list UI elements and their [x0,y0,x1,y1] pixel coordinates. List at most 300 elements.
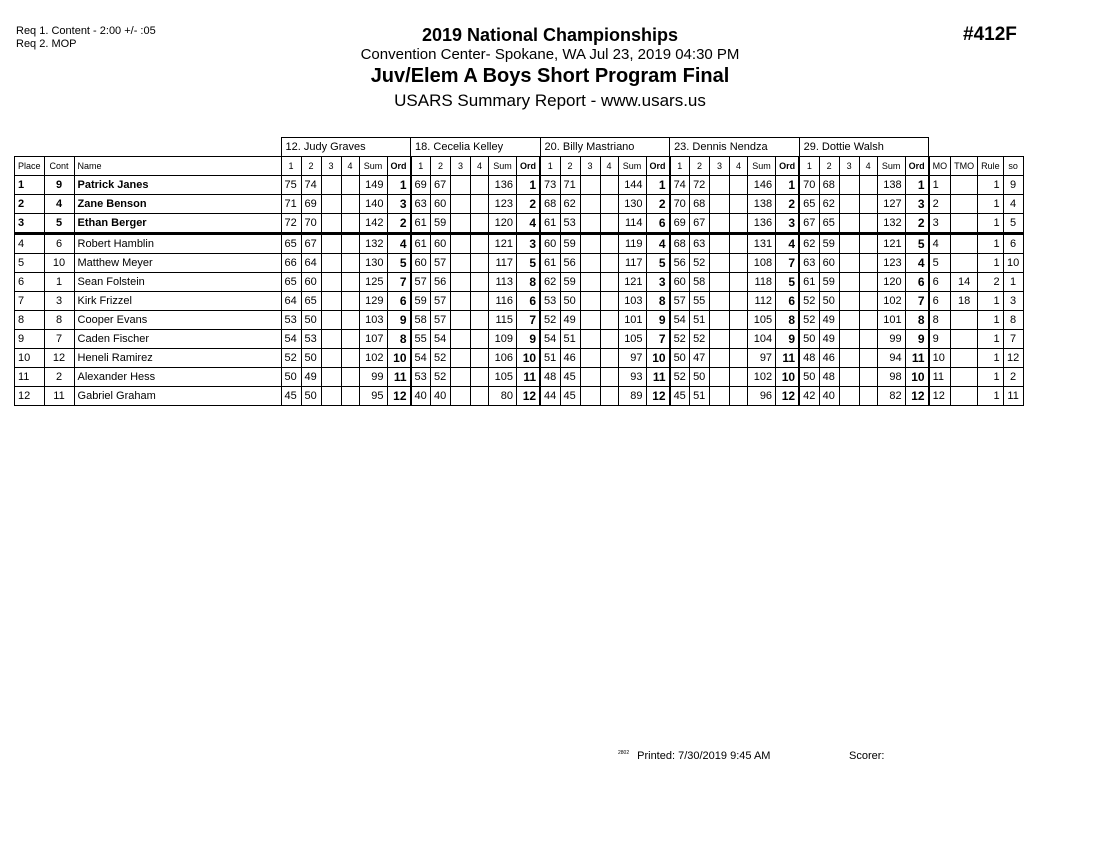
so-cell: 5 [1003,214,1023,234]
table-row [15,330,1024,349]
ordinal-cell: 11 [387,368,411,387]
score-header: 2 [431,157,451,176]
ordinal-cell: 12 [387,387,411,406]
score-1-cell: 52 [540,311,560,330]
tmo-header: TMO [951,157,978,176]
sum-cell: 97 [618,349,646,368]
ordinal-cell: 5 [905,234,929,254]
score-1-cell: 50 [799,330,819,349]
score-3-cell [451,330,471,349]
sum-cell: 127 [877,195,905,214]
tmo-cell: 18 [951,292,978,311]
score-4-cell [471,195,489,214]
score-4-cell [341,292,359,311]
so-header: so [1003,157,1023,176]
cont-header: Cont [44,157,74,176]
place-cell: 6 [15,273,45,292]
sum-cell: 149 [359,176,387,195]
score-4-cell [600,176,618,195]
score-2-cell: 49 [301,368,321,387]
score-2-cell: 50 [560,292,580,311]
ordinal-cell: 5 [517,254,541,273]
score-4-cell [730,195,748,214]
score-2-cell: 50 [690,368,710,387]
score-1-cell: 61 [411,234,431,254]
rule-cell: 1 [978,214,1004,234]
so-cell: 4 [1003,195,1023,214]
score-3-cell [321,330,341,349]
score-1-cell: 52 [281,349,301,368]
sum-cell: 118 [748,273,776,292]
ordinal-cell: 4 [646,234,670,254]
score-4-cell [471,368,489,387]
score-2-cell: 74 [301,176,321,195]
skater-name: Alexander Hess [74,368,281,387]
tmo-cell [951,311,978,330]
rule-cell: 1 [978,195,1004,214]
mo-cell: 2 [929,195,951,214]
score-3-cell [321,195,341,214]
ordinal-cell: 8 [776,311,800,330]
score-4-cell [859,349,877,368]
score-3-cell [710,234,730,254]
sum-cell: 80 [489,387,517,406]
place-cell: 7 [15,292,45,311]
place-cell: 1 [15,176,45,195]
ord-header: Ord [905,157,929,176]
skater-name: Zane Benson [74,195,281,214]
place-cell: 11 [15,368,45,387]
score-1-cell: 51 [540,349,560,368]
score-1-cell: 58 [411,311,431,330]
table-row [15,214,1024,234]
score-4-cell [600,214,618,234]
skater-name: Heneli Ramirez [74,349,281,368]
sum-cell: 136 [489,176,517,195]
score-3-cell [321,292,341,311]
score-2-cell: 50 [301,349,321,368]
sum-cell: 132 [877,214,905,234]
tmo-cell [951,254,978,273]
score-1-cell: 72 [281,214,301,234]
score-header: 2 [560,157,580,176]
score-1-cell: 61 [799,273,819,292]
score-1-cell: 52 [799,292,819,311]
score-2-cell: 56 [431,273,451,292]
ordinal-cell: 5 [387,254,411,273]
skater-name: Patrick Janes [74,176,281,195]
cont-cell: 9 [44,176,74,195]
score-3-cell [710,387,730,406]
score-4-cell [600,273,618,292]
ord-header: Ord [517,157,541,176]
ordinal-cell: 4 [776,234,800,254]
sum-cell: 108 [748,254,776,273]
score-3-cell [580,349,600,368]
score-4-cell [471,349,489,368]
tmo-cell [951,330,978,349]
table-row [15,292,1024,311]
so-cell: 10 [1003,254,1023,273]
score-2-cell: 62 [819,195,839,214]
sum-cell: 105 [748,311,776,330]
sum-cell: 98 [877,368,905,387]
sum-cell: 142 [359,214,387,234]
score-3-cell [451,349,471,368]
sum-cell: 106 [489,349,517,368]
score-3-cell [451,273,471,292]
score-4-cell [341,176,359,195]
judge-name: 18. Cecelia Kelley [411,138,541,157]
sum-cell: 117 [618,254,646,273]
score-header: 3 [451,157,471,176]
ordinal-cell: 12 [776,387,800,406]
table-row [15,176,1024,195]
ordinal-cell: 1 [387,176,411,195]
score-4-cell [471,234,489,254]
sum-cell: 94 [877,349,905,368]
score-1-cell: 68 [670,234,690,254]
score-2-cell: 52 [431,368,451,387]
score-3-cell [321,311,341,330]
cont-cell: 2 [44,368,74,387]
score-4-cell [600,292,618,311]
tmo-cell [951,214,978,234]
so-cell: 9 [1003,176,1023,195]
sum-header: Sum [359,157,387,176]
ordinal-cell: 10 [776,368,800,387]
table-row [15,311,1024,330]
ordinal-cell: 8 [517,273,541,292]
ordinal-cell: 6 [905,273,929,292]
table-row [15,368,1024,387]
score-2-cell: 57 [431,254,451,273]
score-1-cell: 52 [799,311,819,330]
ordinal-cell: 3 [646,273,670,292]
sum-cell: 97 [748,349,776,368]
score-header: 1 [670,157,690,176]
score-4-cell [859,254,877,273]
score-2-cell: 59 [819,273,839,292]
ordinal-cell: 6 [517,292,541,311]
score-3-cell [710,330,730,349]
sum-cell: 119 [618,234,646,254]
cont-cell: 6 [44,234,74,254]
score-1-cell: 70 [799,176,819,195]
ordinal-cell: 9 [517,330,541,349]
score-header: 1 [411,157,431,176]
event-title: Juv/Elem A Boys Short Program Final [370,65,730,87]
sum-cell: 102 [359,349,387,368]
score-4-cell [600,330,618,349]
score-2-cell: 59 [560,273,580,292]
score-2-cell: 46 [560,349,580,368]
score-2-cell: 59 [819,234,839,254]
score-4-cell [600,387,618,406]
ordinal-cell: 4 [905,254,929,273]
ordinal-cell: 11 [776,349,800,368]
score-3-cell [839,311,859,330]
requirement-2: Req 2. MOP [16,38,77,50]
judge-header-spacer [15,138,282,157]
table-row [15,195,1024,214]
score-2-cell: 64 [301,254,321,273]
score-4-cell [471,214,489,234]
score-header: 1 [799,157,819,176]
score-3-cell [710,214,730,234]
sum-cell: 99 [359,368,387,387]
score-3-cell [580,273,600,292]
cont-cell: 1 [44,273,74,292]
mo-cell: 3 [929,214,951,234]
mo-cell: 4 [929,234,951,254]
sum-cell: 99 [877,330,905,349]
score-1-cell: 44 [540,387,560,406]
ordinal-cell: 7 [387,273,411,292]
score-3-cell [710,292,730,311]
ordinal-cell: 11 [646,368,670,387]
score-4-cell [471,311,489,330]
rule-cell: 1 [978,254,1004,273]
score-4-cell [730,254,748,273]
rule-cell: 1 [978,387,1004,406]
judge-name: 20. Billy Mastriano [540,138,670,157]
ordinal-cell: 12 [646,387,670,406]
score-4-cell [859,234,877,254]
score-2-cell: 47 [690,349,710,368]
score-2-cell: 52 [431,349,451,368]
score-4-cell [600,349,618,368]
score-1-cell: 65 [281,273,301,292]
score-4-cell [471,387,489,406]
sum-cell: 112 [748,292,776,311]
judge-name: 23. Dennis Nendza [670,138,800,157]
skater-name: Cooper Evans [74,311,281,330]
score-4-cell [730,349,748,368]
score-1-cell: 52 [670,368,690,387]
sum-cell: 138 [877,176,905,195]
score-3-cell [580,214,600,234]
ord-header: Ord [387,157,411,176]
score-2-cell: 45 [560,368,580,387]
sum-cell: 144 [618,176,646,195]
score-1-cell: 53 [281,311,301,330]
score-header: 4 [341,157,359,176]
sum-cell: 101 [618,311,646,330]
score-4-cell [859,311,877,330]
score-2-cell: 67 [301,234,321,254]
score-2-cell: 49 [560,311,580,330]
score-2-cell: 40 [431,387,451,406]
sum-cell: 131 [748,234,776,254]
score-3-cell [710,311,730,330]
score-1-cell: 61 [540,214,560,234]
sum-cell: 146 [748,176,776,195]
judge-header-spacer [929,138,1024,157]
score-2-cell: 51 [560,330,580,349]
score-4-cell [341,214,359,234]
sum-cell: 102 [748,368,776,387]
score-1-cell: 62 [540,273,560,292]
printed-info [618,750,770,762]
score-3-cell [451,311,471,330]
score-2-cell: 52 [690,330,710,349]
score-header: 3 [839,157,859,176]
score-1-cell: 50 [281,368,301,387]
ordinal-cell: 10 [517,349,541,368]
score-header: 4 [730,157,748,176]
score-1-cell: 66 [281,254,301,273]
score-3-cell [580,292,600,311]
ordinal-cell: 9 [646,311,670,330]
score-3-cell [321,368,341,387]
score-1-cell: 54 [670,311,690,330]
skater-name: Matthew Meyer [74,254,281,273]
score-3-cell [321,254,341,273]
sum-cell: 104 [748,330,776,349]
score-header: 3 [710,157,730,176]
place-cell: 5 [15,254,45,273]
score-3-cell [451,195,471,214]
score-3-cell [321,349,341,368]
ordinal-cell: 9 [387,311,411,330]
sum-cell: 123 [489,195,517,214]
score-4-cell [859,368,877,387]
score-2-cell: 67 [431,176,451,195]
score-2-cell: 49 [819,330,839,349]
score-2-cell: 50 [819,292,839,311]
score-3-cell [451,214,471,234]
score-3-cell [839,176,859,195]
score-1-cell: 48 [799,349,819,368]
sum-cell: 121 [618,273,646,292]
score-3-cell [839,387,859,406]
sum-header: Sum [877,157,905,176]
rule-cell: 1 [978,292,1004,311]
score-4-cell [730,387,748,406]
mo-cell: 10 [929,349,951,368]
mo-cell: 9 [929,330,951,349]
sum-cell: 109 [489,330,517,349]
ordinal-cell: 1 [776,176,800,195]
ordinal-cell: 3 [517,234,541,254]
score-1-cell: 75 [281,176,301,195]
mo-cell: 6 [929,273,951,292]
score-3-cell [710,349,730,368]
score-2-cell: 71 [560,176,580,195]
score-2-cell: 49 [819,311,839,330]
sum-cell: 101 [877,311,905,330]
ordinal-cell: 4 [517,214,541,234]
score-1-cell: 40 [411,387,431,406]
sum-cell: 121 [489,234,517,254]
score-2-cell: 63 [690,234,710,254]
score-2-cell: 51 [690,311,710,330]
score-2-cell: 60 [819,254,839,273]
score-1-cell: 71 [281,195,301,214]
score-3-cell [580,195,600,214]
skater-name: Ethan Berger [74,214,281,234]
score-3-cell [321,273,341,292]
ordinal-cell: 3 [387,195,411,214]
mo-cell: 12 [929,387,951,406]
ordinal-cell: 9 [905,330,929,349]
score-1-cell: 67 [799,214,819,234]
score-2-cell: 68 [819,176,839,195]
place-cell: 4 [15,234,45,254]
ordinal-cell: 7 [517,311,541,330]
sum-cell: 82 [877,387,905,406]
sum-header: Sum [618,157,646,176]
score-1-cell: 50 [670,349,690,368]
score-1-cell: 54 [540,330,560,349]
sum-cell: 120 [489,214,517,234]
cont-cell: 10 [44,254,74,273]
ordinal-cell: 7 [905,292,929,311]
column-header-row [15,157,1024,176]
skater-name: Sean Folstein [74,273,281,292]
sum-cell: 105 [489,368,517,387]
score-3-cell [580,254,600,273]
place-cell: 2 [15,195,45,214]
sum-cell: 125 [359,273,387,292]
judge-header-row [15,138,1024,157]
sum-cell: 136 [748,214,776,234]
place-cell: 8 [15,311,45,330]
cont-cell: 4 [44,195,74,214]
score-3-cell [839,349,859,368]
score-4-cell [730,214,748,234]
ordinal-cell: 6 [646,214,670,234]
ordinal-cell: 10 [387,349,411,368]
score-3-cell [451,234,471,254]
sum-cell: 130 [359,254,387,273]
score-3-cell [580,330,600,349]
score-4-cell [859,292,877,311]
ordinal-cell: 4 [387,234,411,254]
score-4-cell [730,368,748,387]
tmo-cell [951,176,978,195]
score-2-cell: 55 [690,292,710,311]
score-4-cell [859,387,877,406]
tmo-cell [951,195,978,214]
score-3-cell [580,387,600,406]
score-3-cell [580,368,600,387]
score-3-cell [710,368,730,387]
score-1-cell: 53 [411,368,431,387]
score-4-cell [859,195,877,214]
score-2-cell: 60 [431,234,451,254]
so-cell: 11 [1003,387,1023,406]
sum-cell: 138 [748,195,776,214]
score-2-cell: 57 [431,311,451,330]
score-2-cell: 72 [690,176,710,195]
score-4-cell [471,330,489,349]
score-2-cell: 40 [819,387,839,406]
sum-header: Sum [489,157,517,176]
score-1-cell: 53 [540,292,560,311]
skater-name: Robert Hamblin [74,234,281,254]
sum-cell: 103 [359,311,387,330]
sum-cell: 130 [618,195,646,214]
rule-header: Rule [978,157,1004,176]
score-4-cell [341,387,359,406]
ordinal-cell: 10 [905,368,929,387]
score-1-cell: 54 [411,349,431,368]
score-3-cell [451,368,471,387]
tmo-cell [951,234,978,254]
location-date: Convention Center- Spokane, WA Jul 23, 2019 04:30 PM [360,46,740,63]
